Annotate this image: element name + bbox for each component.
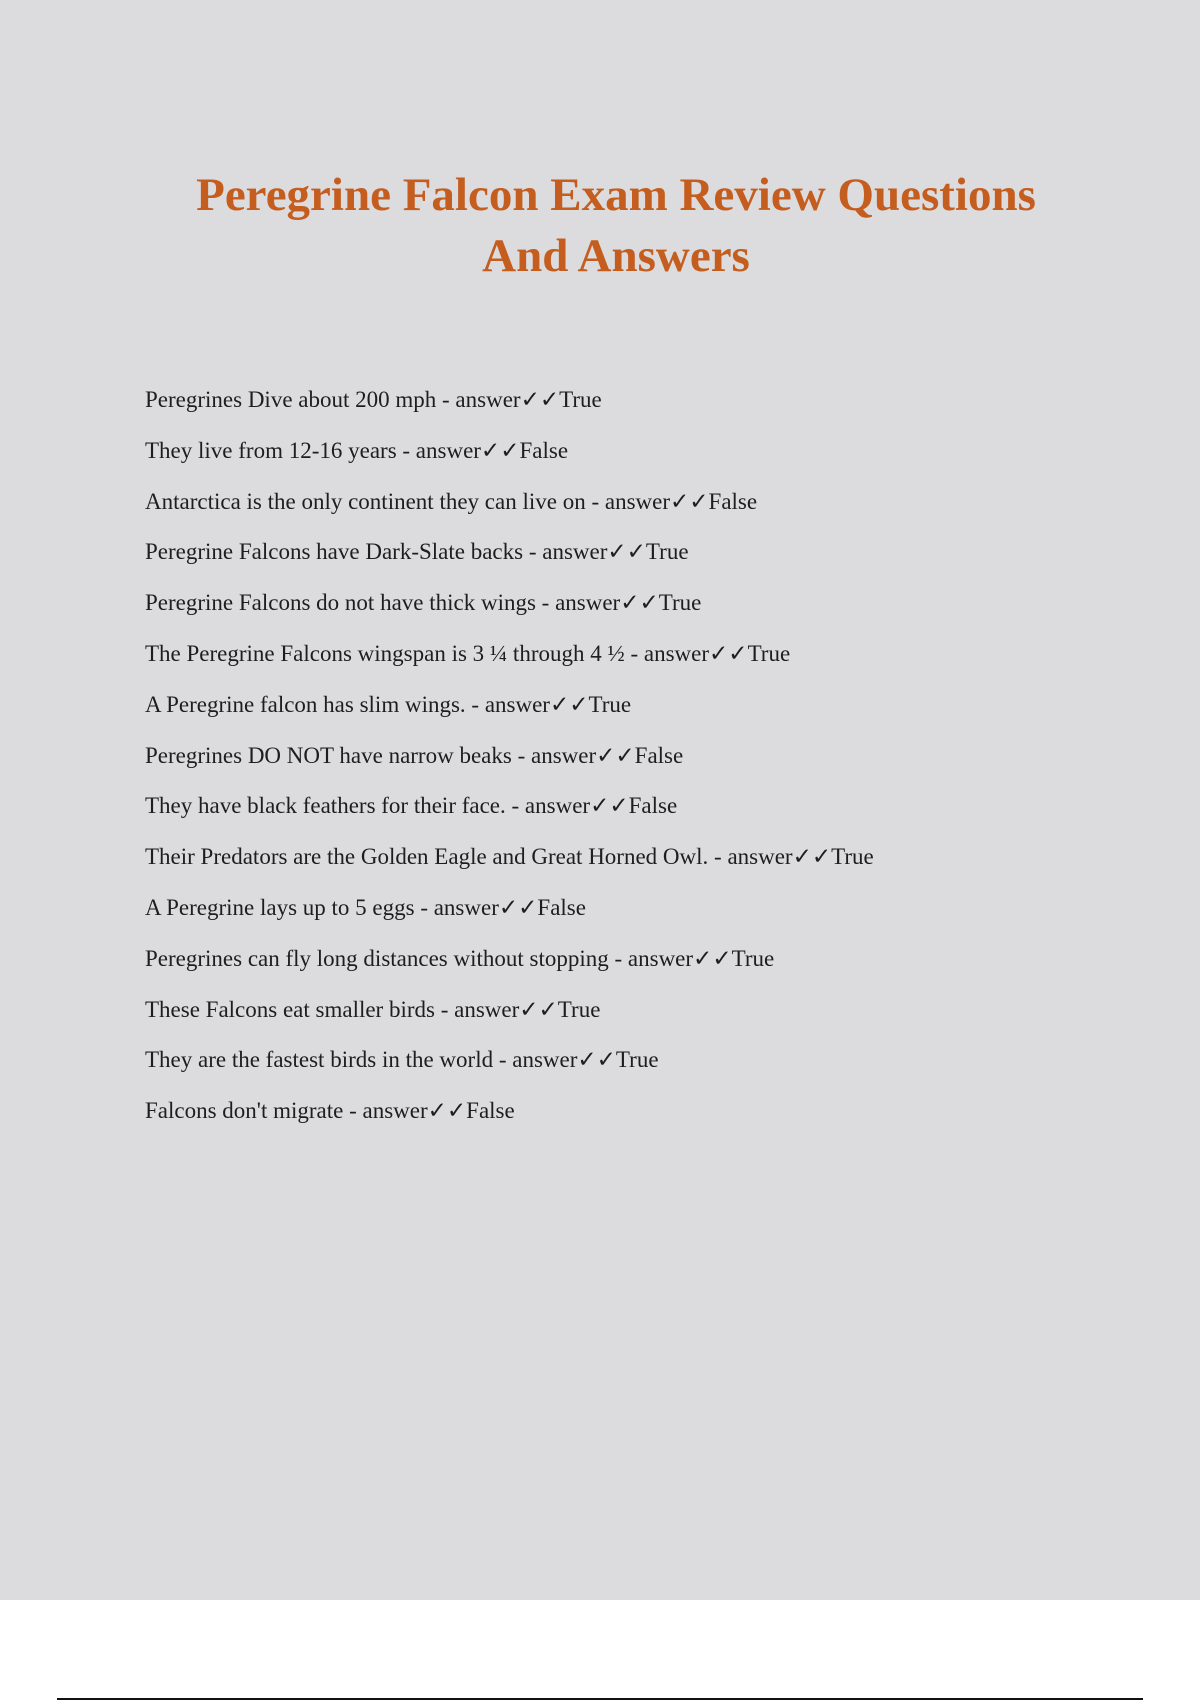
title-line-1: Peregrine Falcon Exam Review Questions	[196, 169, 1036, 221]
qa-item: Antarctica is the only continent they can live on - answer✓✓False	[145, 488, 758, 514]
qa-item: Peregrines Dive about 200 mph - answer✓✓True	[145, 387, 602, 412]
qa-item: Peregrine Falcons have Dark-Slate backs - answer✓✓True	[145, 539, 689, 565]
qa-item: Their Predators are the Golden Eagle and Great Horned Owl. - answer✓✓True	[145, 844, 874, 870]
qa-item: They live from 12-16 years - answer✓✓False	[145, 437, 569, 463]
question-answer-list	[145, 380, 874, 1142]
qa-item: They are the fastest birds in the world - answer✓✓True	[145, 1047, 659, 1073]
qa-item: Peregrine Falcons do not have thick wings - answer✓✓True	[145, 590, 702, 616]
qa-item: Falcons don't migrate - answer✓✓False	[145, 1098, 515, 1124]
qa-item: The Peregrine Falcons wingspan is 3 ¼ through 4 ½ - answer✓✓True	[145, 640, 791, 666]
title-line-2: And Answers	[482, 230, 750, 282]
qa-item: They have black feathers for their face. - answer✓✓False	[145, 793, 678, 819]
qa-item: A Peregrine lays up to 5 eggs - answer✓✓False	[145, 894, 586, 920]
qa-item: A Peregrine falcon has slim wings. - answer✓✓True	[145, 691, 632, 717]
qa-item: Peregrines DO NOT have narrow beaks - answer✓✓False	[145, 742, 684, 768]
qa-item: Peregrines can fly long distances without stopping - answer✓✓True	[145, 945, 775, 971]
document-title	[0, 165, 1200, 287]
qa-item: These Falcons eat smaller birds - answer✓✓True	[145, 996, 601, 1022]
